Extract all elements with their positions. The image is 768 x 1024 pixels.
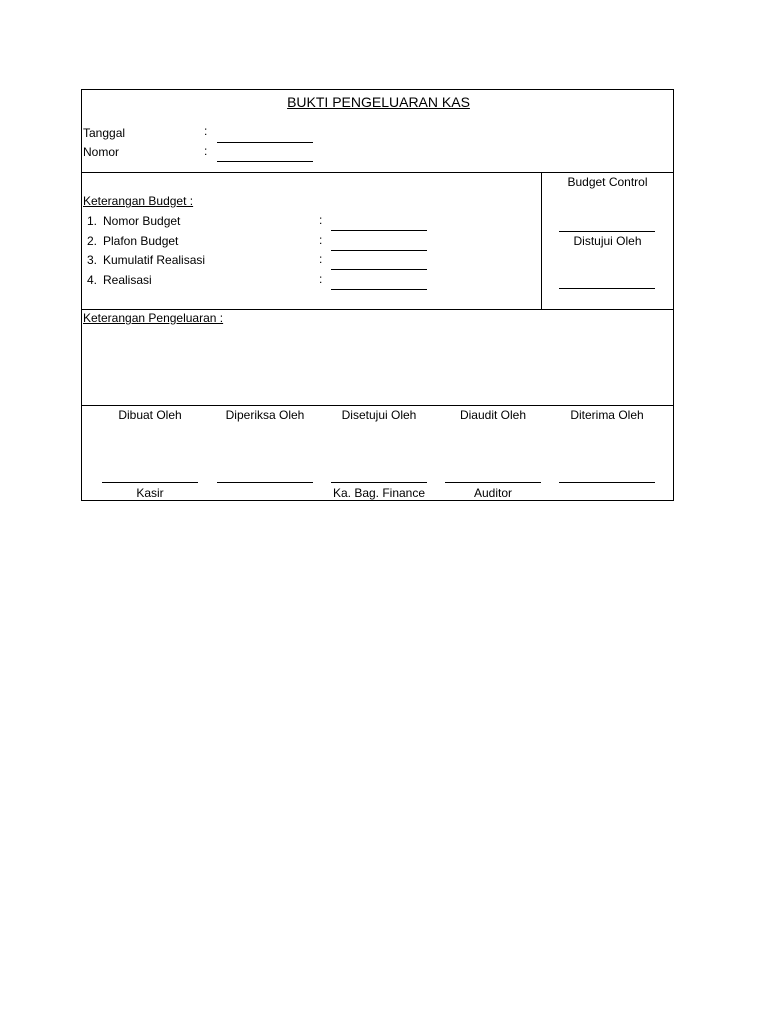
date-field-line[interactable] [217,142,313,143]
budget-item-label: Kumulatif Realisasi [103,253,206,267]
budget-item-separator: : [319,233,323,247]
signature-role: Disetujui Oleh [341,408,417,422]
signature-role: Diperiksa Oleh [225,408,305,422]
signature-line[interactable] [559,482,655,483]
signature-name: Kasir [136,486,164,500]
budget-item-field-line[interactable] [331,250,427,251]
form-title: BUKTI PENGELUARAN KAS [287,94,470,110]
section-divider [82,309,673,310]
signature-name: Auditor [473,486,513,500]
signature-role: Diaudit Oleh [459,408,527,422]
budget-item-separator: : [319,213,323,227]
budget-item-field-line[interactable] [331,269,427,270]
approved-by-label: Distujui Oleh [573,234,642,248]
budget-item-label: Nomor Budget [103,214,181,228]
signature-line[interactable] [217,482,313,483]
number-field-line[interactable] [217,161,313,162]
signature-line[interactable] [445,482,541,483]
budget-item-num: 4. [87,273,98,287]
date-separator: : [204,124,208,138]
budget-item-num: 1. [87,214,98,228]
budget-control-heading: Budget Control [567,175,648,189]
number-separator: : [204,144,208,158]
signature-role: Dibuat Oleh [118,408,182,422]
section-divider [82,172,673,173]
number-label: Nomor [83,145,120,159]
budget-item-field-line[interactable] [331,289,427,290]
section-divider [82,405,673,406]
signature-role: Diterima Oleh [570,408,644,422]
budget-item-separator: : [319,272,323,286]
signature-line[interactable] [331,482,427,483]
budget-item-label: Plafon Budget [103,234,179,248]
budget-heading: Keterangan Budget : [83,194,194,208]
cash-disbursement-form [81,89,674,501]
budget-item-num: 2. [87,234,98,248]
budget-item-field-line[interactable] [331,230,427,231]
budget-item-num: 3. [87,253,98,267]
budget-control-signature-line[interactable] [559,231,655,232]
date-label: Tanggal [83,126,126,140]
signature-name: Ka. Bag. Finance [332,486,426,500]
expense-heading: Keterangan Pengeluaran : [83,311,224,325]
signature-line[interactable] [102,482,198,483]
approved-by-signature-line[interactable] [559,288,655,289]
budget-item-separator: : [319,252,323,266]
budget-item-label: Realisasi [103,273,152,287]
